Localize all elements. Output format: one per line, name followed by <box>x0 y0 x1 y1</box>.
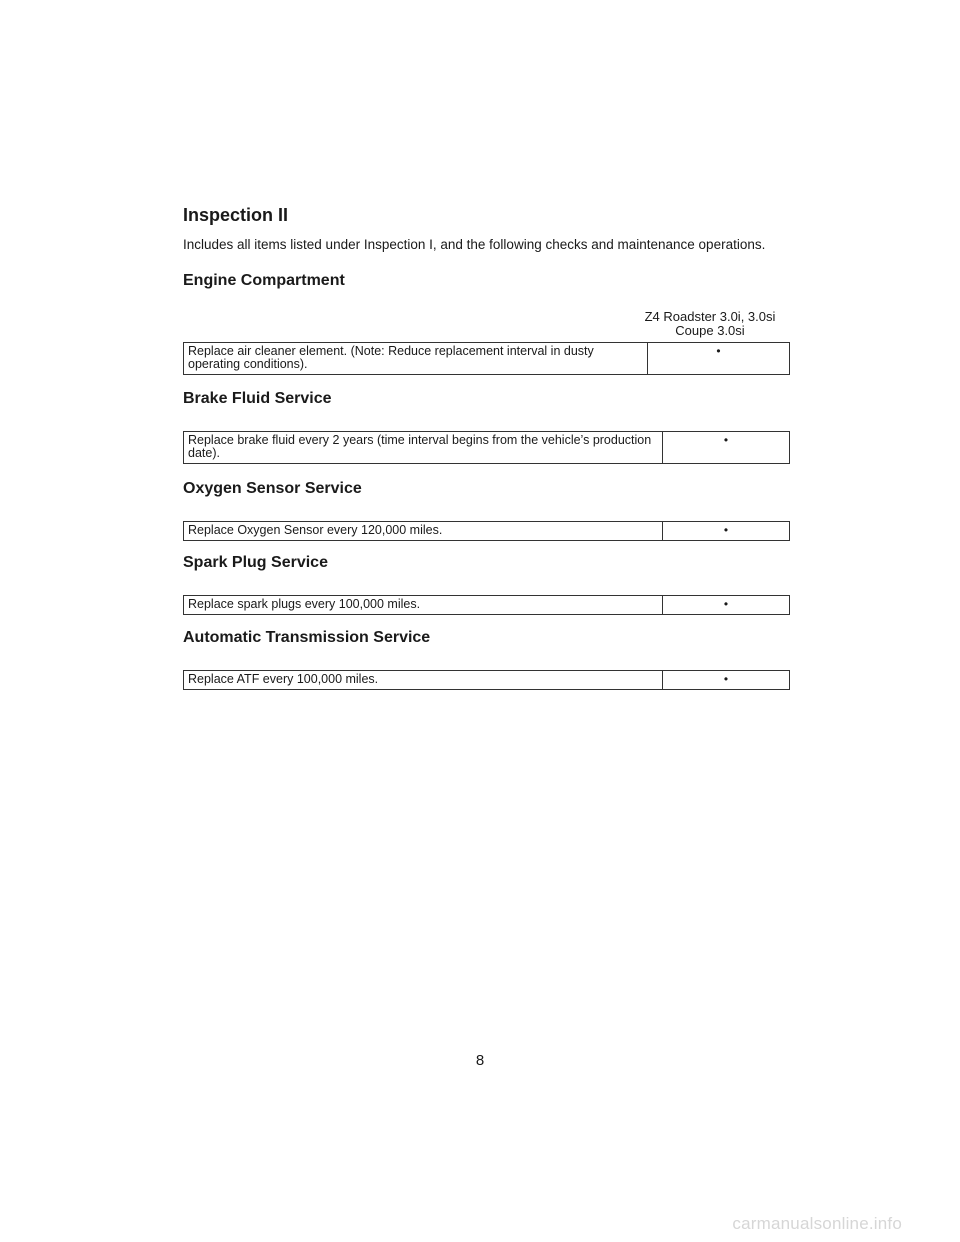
model-column-header <box>620 310 800 338</box>
automatic-transmission-table <box>183 670 790 690</box>
row-description: Replace air cleaner element. (Note: Reduce replacement interval in dusty operating conditions). <box>184 343 648 375</box>
model-header-line-2: Coupe 3.0si <box>675 323 745 338</box>
table-row <box>184 596 790 615</box>
spark-plug-table <box>183 595 790 615</box>
table-row <box>184 522 790 541</box>
row-description: Replace ATF every 100,000 miles. <box>184 671 663 690</box>
engine-compartment-table <box>183 342 790 375</box>
applies-bullet: • <box>663 596 790 615</box>
intro-text: Includes all items listed under Inspection I, and the following checks and maintenance operations. <box>183 237 766 252</box>
table-row <box>184 432 790 464</box>
section-heading-engine-compartment: Engine Compartment <box>183 272 345 289</box>
section-heading-spark-plug: Spark Plug Service <box>183 554 328 571</box>
table-row <box>184 671 790 690</box>
oxygen-sensor-table <box>183 521 790 541</box>
applies-bullet: • <box>663 522 790 541</box>
row-description: Replace spark plugs every 100,000 miles. <box>184 596 663 615</box>
page-title: Inspection II <box>183 205 289 225</box>
section-heading-oxygen-sensor: Oxygen Sensor Service <box>183 480 362 497</box>
applies-bullet: • <box>663 671 790 690</box>
table-row <box>184 343 790 375</box>
applies-bullet: • <box>648 343 790 375</box>
model-header-line-1: Z4 Roadster 3.0i, 3.0si <box>644 309 776 324</box>
section-heading-automatic-transmission: Automatic Transmission Service <box>183 629 431 646</box>
row-description: Replace Oxygen Sensor every 120,000 miles. <box>184 522 663 541</box>
section-heading-brake-fluid: Brake Fluid Service <box>183 390 332 407</box>
applies-bullet: • <box>663 432 790 464</box>
watermark-text: carmanualsonline.info <box>732 1214 902 1233</box>
row-description: Replace brake fluid every 2 years (time interval begins from the vehicle’s production date). <box>184 432 663 464</box>
brake-fluid-table <box>183 431 790 464</box>
page-number: 8 <box>475 1052 485 1069</box>
